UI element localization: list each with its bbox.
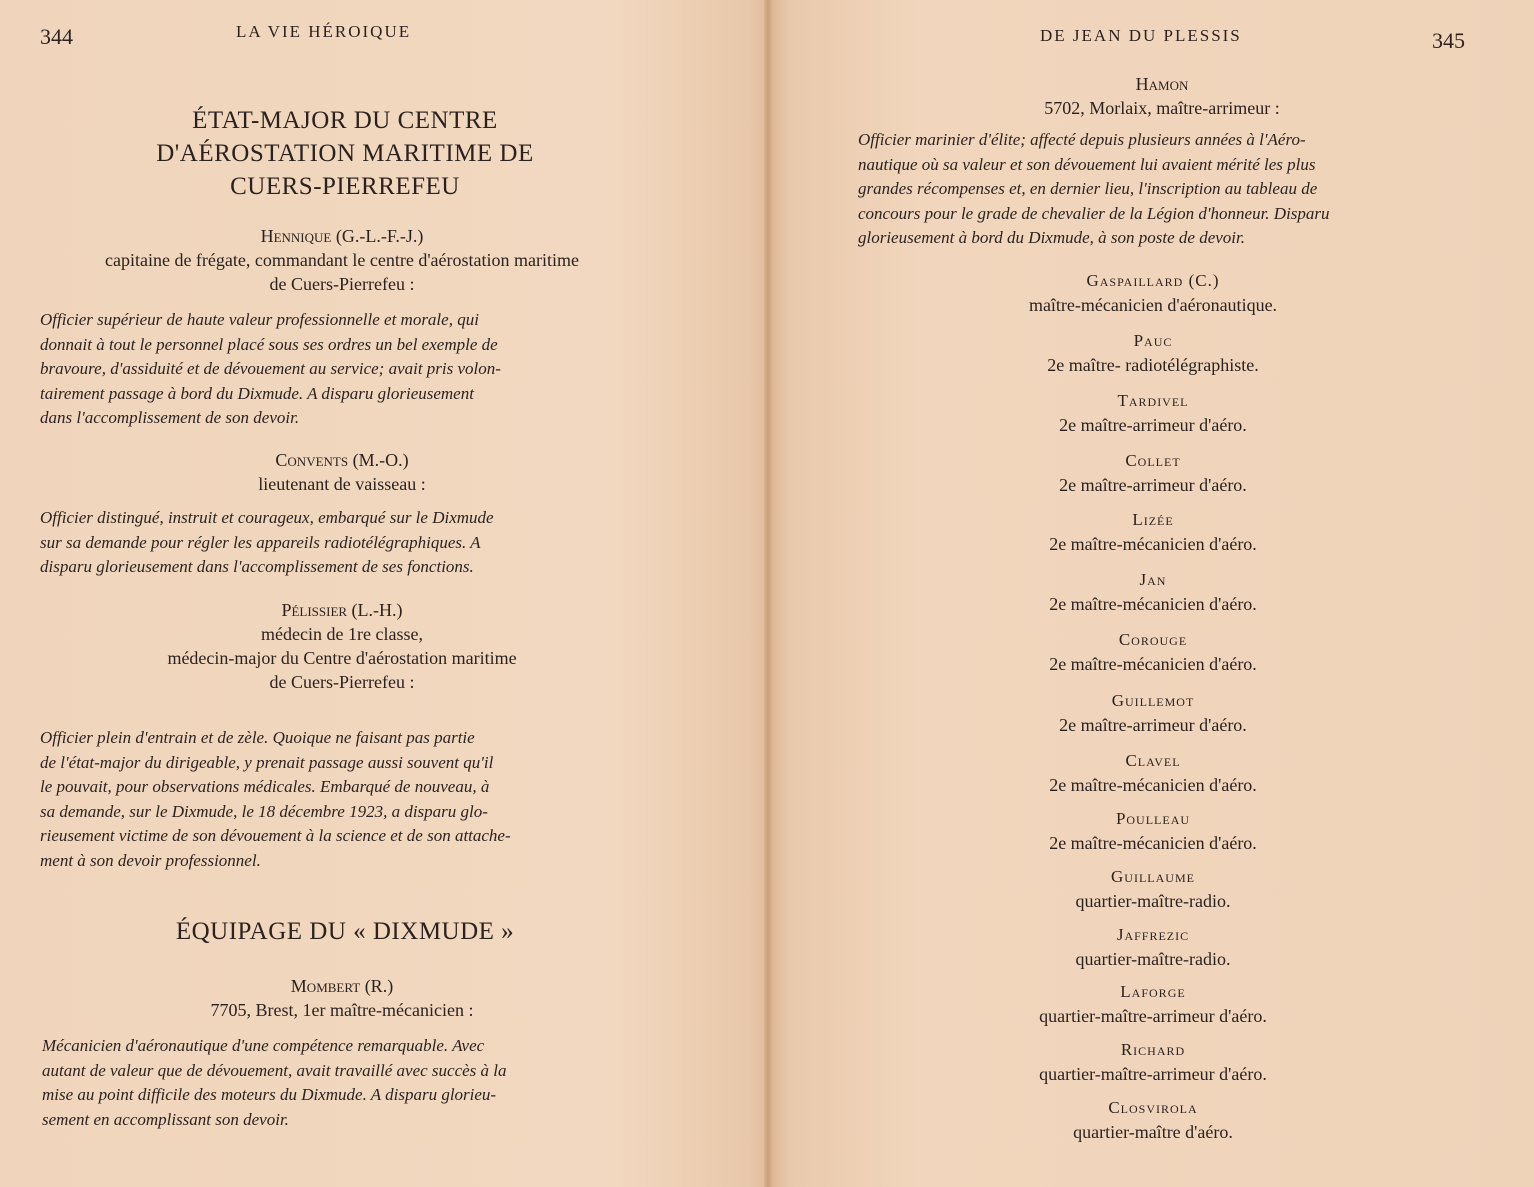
section-heading	[100, 104, 590, 203]
rank-line: 2e maître-arrimeur d'aéro.	[1059, 715, 1247, 735]
person-name: Lizée	[1132, 510, 1174, 529]
rank-line: lieutenant de vaisseau :	[258, 474, 426, 494]
citation-line: glorieusement à bord du Dixmude, à son poste de devoir.	[858, 228, 1246, 247]
entry-header	[36, 448, 648, 496]
person-name: Tardivel	[1117, 391, 1189, 410]
rank-line: maître-mécanicien d'aéronautique.	[1028, 295, 1278, 315]
citation-line: dans l'accomplissement de son devoir.	[40, 408, 300, 427]
rank-line: quartier-maître-radio.	[1075, 949, 1231, 969]
rank-line: 5702, Morlaix, maître-arrimeur :	[1044, 98, 1280, 118]
crew-entry	[772, 924, 1534, 972]
crew-entry	[772, 866, 1534, 914]
citation-line: sa demande, sur le Dixmude, le 18 décembre 1923, a disparu glo-	[40, 801, 488, 821]
citation	[40, 726, 644, 873]
running-head: DE JEAN DU PLESSIS	[1040, 26, 1242, 45]
entry-header	[36, 974, 648, 1022]
rank-line: 2e maître-mécanicien d'aéro.	[1049, 775, 1257, 795]
citation-line: Officier supérieur de haute valeur professionnelle et morale, qui	[40, 310, 479, 329]
crew-entry	[772, 450, 1534, 498]
person-name: Jan	[1139, 570, 1167, 589]
citation	[40, 506, 644, 580]
citation-line: nautique où sa valeur et son dévouement lui avaient mérité les plus	[858, 154, 1316, 174]
person-name: Gaspaillard (C.)	[1086, 271, 1220, 290]
heading-line: D'AÉROSTATION MARITIME DE	[156, 140, 534, 167]
citation-line: mise au point difficile des moteurs du Dixmude. A disparu glorieu-	[42, 1085, 497, 1104]
citation-line: Mécanicien d'aéronautique d'une compétence remarquable. Avec	[42, 1036, 485, 1055]
rank-line: quartier-maître-arrimeur d'aéro.	[1039, 1006, 1267, 1026]
citation-line: tairement passage à bord du Dixmude. A disparu glorieusement	[40, 383, 474, 403]
entry-header	[852, 72, 1472, 120]
person-name: Corouge	[1118, 630, 1188, 649]
rank-line: quartier-maître-arrimeur d'aéro.	[1039, 1064, 1267, 1084]
rank-line: 2e maître-mécanicien d'aéro.	[1049, 833, 1257, 853]
crew-entry	[772, 330, 1534, 378]
person-name: Richard	[1120, 1040, 1186, 1059]
person-name: Hennique (G.-L.-F.-J.)	[260, 226, 424, 246]
citation-line: disparu glorieusement dans l'accomplissement de ses fonctions.	[40, 557, 474, 576]
rank-line: capitaine de frégate, commandant le centre d'aérostation maritime	[104, 250, 580, 270]
crew-entry	[772, 270, 1534, 318]
crew-entry	[772, 808, 1534, 856]
person-name: Pélissier (L.-H.)	[281, 600, 403, 620]
citation-line: sur sa demande pour régler les appareils radiotélégraphiques. A	[40, 532, 481, 552]
person-name: Poulleau	[1115, 809, 1191, 828]
person-name: Convents (M.-O.)	[275, 450, 409, 470]
heading-line: CUERS-PIERREFEU	[230, 173, 460, 200]
rank-line: de Cuers-Pierrefeu :	[269, 672, 415, 692]
rank-line: médecin-major du Centre d'aérostation maritime	[167, 648, 517, 668]
crew-entry	[772, 629, 1534, 677]
book-gutter	[764, 0, 772, 1187]
citation-line: grandes récompenses et, en dernier lieu, l'inscription au tableau de	[858, 179, 1318, 198]
rank-line: 2e maître-mécanicien d'aéro.	[1049, 594, 1257, 614]
citation	[42, 1034, 648, 1132]
crew-entry	[772, 509, 1534, 557]
person-name: Laforge	[1120, 982, 1186, 1001]
person-name: Guillemot	[1111, 691, 1195, 710]
citation-line: Officier marinier d'élite; affecté depuis plusieurs années à l'Aéro-	[858, 130, 1306, 149]
rank-line: 7705, Brest, 1er maître-mécanicien :	[210, 1000, 474, 1020]
rank-line: 2e maître- radiotélégraphiste.	[1047, 355, 1259, 375]
crew-entry	[772, 569, 1534, 617]
crew-entry	[772, 750, 1534, 798]
citation-line: autant de valeur que de dévouement, avait travaillé avec succès à la	[42, 1060, 507, 1080]
citation-line: de l'état-major du dirigeable, y prenait passage aussi souvent qu'il	[40, 752, 494, 772]
citation-line: donnait à tout le personnel placé sous ses ordres un bel exemple de	[40, 334, 498, 354]
entry-header	[36, 224, 648, 296]
rank-line: médecin de 1re classe,	[261, 624, 423, 644]
citation-line: Officier plein d'entrain et de zèle. Quoique ne faisant pas partie	[40, 728, 475, 747]
citation-line: rieusement victime de son dévouement à la science et de son attache-	[40, 826, 511, 845]
person-name: Clavel	[1125, 751, 1181, 770]
citation-line: concours pour le grade de chevalier de la Légion d'honneur. Disparu	[858, 203, 1330, 223]
citation-line: ment à son devoir professionnel.	[40, 850, 261, 870]
citation	[858, 128, 1474, 251]
right-page	[772, 0, 1534, 1187]
crew-entry	[772, 690, 1534, 738]
entry-header	[36, 598, 648, 694]
person-name: Jaffrezic	[1116, 925, 1190, 944]
citation-line: le pouvait, pour observations médicales. Embarqué de nouveau, à	[40, 777, 490, 796]
person-name: Mombert (R.)	[290, 976, 394, 996]
rank-line: quartier-maître-radio.	[1075, 891, 1231, 911]
rank-line: 2e maître-mécanicien d'aéro.	[1049, 534, 1257, 554]
rank-line: quartier-maître d'aéro.	[1073, 1122, 1233, 1142]
crew-entry	[772, 390, 1534, 438]
person-name: Collet	[1125, 451, 1181, 470]
rank-line: de Cuers-Pierrefeu :	[269, 274, 415, 294]
rank-line: 2e maître-arrimeur d'aéro.	[1059, 475, 1247, 495]
crew-entry	[772, 1097, 1534, 1145]
left-page	[0, 0, 764, 1187]
rank-line: 2e maître-mécanicien d'aéro.	[1049, 654, 1257, 674]
person-name: Pauc	[1133, 331, 1173, 350]
rank-line: 2e maître-arrimeur d'aéro.	[1059, 415, 1247, 435]
crew-entry	[772, 1039, 1534, 1087]
crew-section-heading: ÉQUIPAGE DU « DIXMUDE »	[175, 918, 515, 945]
citation	[40, 308, 644, 431]
person-name: Closvirola	[1108, 1098, 1198, 1117]
crew-entry	[772, 981, 1534, 1029]
citation-line: bravoure, d'assiduité et de dévouement au service; avait pris volon-	[40, 359, 501, 378]
person-name: Hamon	[1135, 74, 1189, 94]
page-number: 344	[40, 24, 73, 49]
person-name: Guillaume	[1111, 867, 1195, 886]
heading-line: ÉTAT-MAJOR DU CENTRE	[192, 107, 498, 134]
running-head: LA VIE HÉROIQUE	[236, 22, 412, 41]
page-number: 345	[1432, 28, 1465, 53]
citation-line: sement en accomplissant son devoir.	[42, 1109, 289, 1129]
citation-line: Officier distingué, instruit et courageux, embarqué sur le Dixmude	[40, 508, 494, 527]
